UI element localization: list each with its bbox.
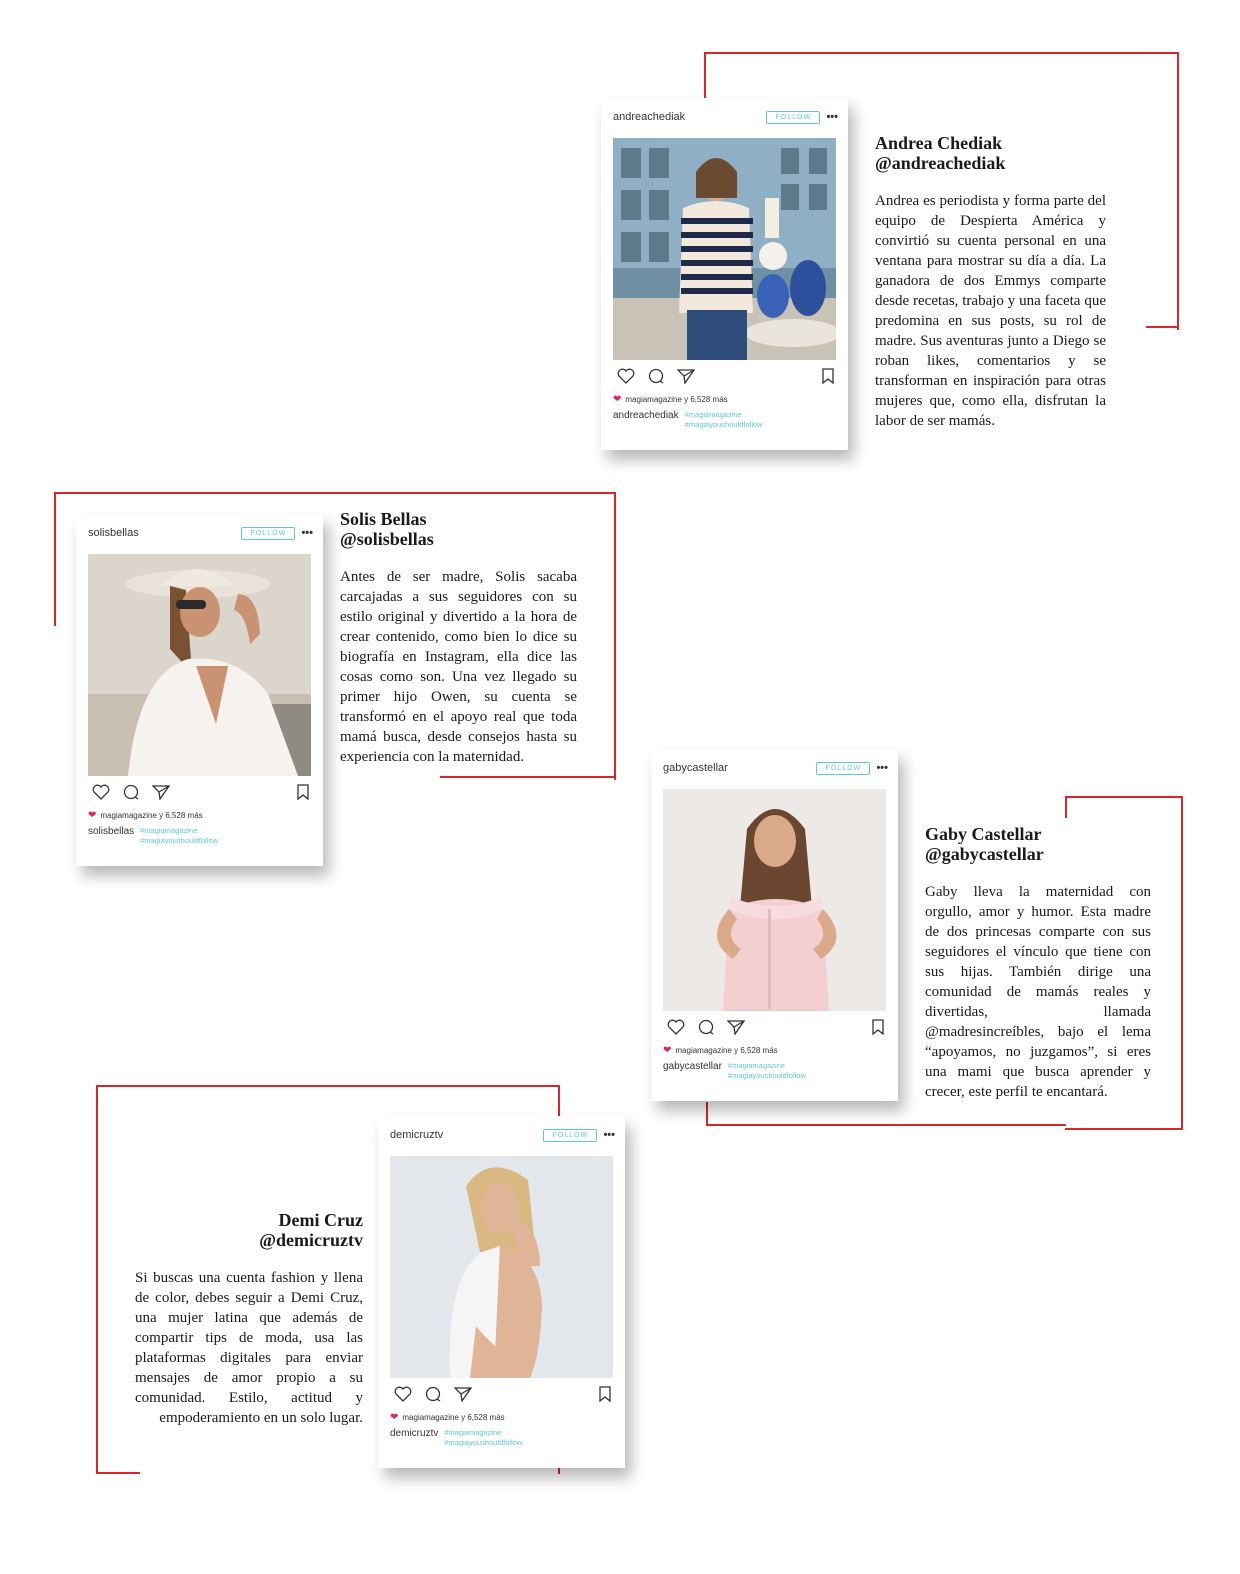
liked-heart-icon: ❤ xyxy=(663,1045,672,1056)
liked-heart-icon: ❤ xyxy=(390,1412,399,1423)
post-photo xyxy=(613,138,836,360)
red-frame-gaby-left xyxy=(1065,796,1067,818)
profile-text-solis xyxy=(340,509,577,767)
red-frame-andrea-bottom xyxy=(1146,326,1177,328)
liked-heart-icon: ❤ xyxy=(88,810,97,821)
hashtag[interactable]: #magiamagazine xyxy=(684,410,742,419)
hashtag[interactable]: #magiayoushouldfollow xyxy=(727,1071,806,1080)
bookmark-icon[interactable] xyxy=(872,1019,884,1035)
profile-handle: @demicruztv xyxy=(259,1230,363,1250)
profile-text-demi xyxy=(135,1210,363,1428)
comment-icon[interactable] xyxy=(122,784,140,800)
profile-text-gaby xyxy=(925,824,1151,1102)
comment-icon[interactable] xyxy=(697,1019,715,1035)
post-photo xyxy=(88,554,311,776)
heart-icon[interactable] xyxy=(92,784,110,800)
profile-description: Antes de ser madre, Solis sacaba carcajadas a sus seguidores con su estilo original y divertido a la hora de crear contenido, como bien lo dice su biografía en Instagram, ella dice las cosas como son. Una vez llegado su primer hijo Owen, su cuenta se transformó en el apoyo real que toda mamá busca, desde consejos hasta su experiencia con la maternidad. xyxy=(340,569,577,765)
post-photo xyxy=(390,1156,613,1378)
heart-icon[interactable] xyxy=(667,1019,685,1035)
hashtag[interactable]: #magiayoushouldfollow xyxy=(684,420,763,429)
more-icon[interactable]: ••• xyxy=(876,762,888,774)
comment-icon[interactable] xyxy=(647,368,665,384)
hashtag[interactable]: #magiamagazine xyxy=(727,1061,786,1070)
hashtag[interactable]: #magiayoushouldfollow xyxy=(444,1438,523,1447)
heart-icon[interactable] xyxy=(617,368,635,384)
caption-username[interactable]: demicruztv xyxy=(390,1428,439,1439)
post-username[interactable]: solisbellas xyxy=(88,527,139,539)
post-photo xyxy=(663,789,886,1011)
red-frame-gaby-bottom xyxy=(706,1124,1066,1126)
likes-text: magiamagazine y 6,528 más xyxy=(100,811,203,820)
more-icon[interactable]: ••• xyxy=(603,1129,615,1141)
likes-text: magiamagazine y 6,528 más xyxy=(402,1413,505,1422)
instagram-post-card xyxy=(76,514,323,866)
send-icon[interactable] xyxy=(727,1019,745,1035)
profile-description: Si buscas una cuenta fashion y llena de color, debes seguir a Demi Cruz, una mujer latina que además de compartir tips de moda, usa las plataformas digitales para enviar mensajes de amor propio a su comunidad. Estilo, actitud y empoderamiento en un solo lugar. xyxy=(135,1270,363,1426)
more-icon[interactable]: ••• xyxy=(826,111,838,123)
post-username[interactable]: andreachediak xyxy=(613,111,686,123)
hashtag[interactable]: #magiamagazine xyxy=(140,826,198,835)
instagram-post-card xyxy=(601,98,848,450)
profile-description: Andrea es periodista y forma parte del equipo de Despierta América y convirtió su cuenta personal en una ventana para mostrar su día a día. La ganadora de dos Emmys comparte desde recetas, trabajo y una faceta que predomina en sus posts, su rol de madre. Sus aventuras junto a Diego se roban likes, comentarios y se transforman en inspiración para otras mujeres que, como ella, disfrutan la labor de ser mamás. xyxy=(875,193,1106,429)
profile-text-andrea xyxy=(875,133,1106,431)
bookmark-icon[interactable] xyxy=(599,1386,611,1402)
profile-name: Demi Cruz xyxy=(278,1210,363,1230)
hashtag[interactable]: #magiayoushouldfollow xyxy=(140,836,219,845)
more-icon[interactable]: ••• xyxy=(301,527,313,539)
red-frame-gaby-bottom-left xyxy=(706,1102,708,1124)
profile-handle: @andreachediak xyxy=(875,153,1006,173)
follow-button[interactable]: FOLLOW xyxy=(241,527,295,540)
caption-username[interactable]: gabycastellar xyxy=(663,1061,722,1072)
profile-name: Solis Bellas xyxy=(340,509,427,529)
post-username[interactable]: gabycastellar xyxy=(663,762,728,774)
post-username[interactable]: demicruztv xyxy=(390,1129,444,1141)
profile-description: Gaby lleva la maternidad con orgullo, amor y humor. Esta madre de dos princesas comparte con sus seguidores el vínculo que tiene con sus hijas. También dirige una comunidad de mamás reales y divertidas, llamada @madresincreíbles, bajo el lema “apoyamos, no juzgamos”, si eres una mami que busca aprender y crecer, este perfil te encantará. xyxy=(925,884,1151,1100)
instagram-post-card xyxy=(651,749,898,1101)
profile-name: Andrea Chediak xyxy=(875,133,1003,153)
instagram-post-card xyxy=(378,1116,625,1468)
caption-username[interactable]: solisbellas xyxy=(88,826,135,837)
send-icon[interactable] xyxy=(454,1386,472,1402)
bookmark-icon[interactable] xyxy=(297,784,309,800)
profile-handle: @solisbellas xyxy=(340,529,434,549)
red-frame-demi-bottom xyxy=(96,1472,140,1474)
follow-button[interactable]: FOLLOW xyxy=(766,111,820,124)
heart-icon[interactable] xyxy=(394,1386,412,1402)
likes-text: magiamagazine y 6,528 más xyxy=(625,395,728,404)
comment-icon[interactable] xyxy=(424,1386,442,1402)
profile-name: Gaby Castellar xyxy=(925,824,1042,844)
send-icon[interactable] xyxy=(677,368,695,384)
red-frame-solis-left xyxy=(54,492,56,626)
hashtag[interactable]: #magiamagazine xyxy=(444,1428,502,1437)
red-frame-solis-bottom xyxy=(440,776,616,778)
likes-text: magiamagazine y 6,528 más xyxy=(675,1046,778,1055)
bookmark-icon[interactable] xyxy=(822,368,834,384)
follow-button[interactable]: FOLLOW xyxy=(816,762,870,775)
follow-button[interactable]: FOLLOW xyxy=(543,1129,597,1142)
liked-heart-icon: ❤ xyxy=(613,394,622,405)
caption-username[interactable]: andreachediak xyxy=(613,410,679,421)
send-icon[interactable] xyxy=(152,784,170,800)
profile-handle: @gabycastellar xyxy=(925,844,1044,864)
